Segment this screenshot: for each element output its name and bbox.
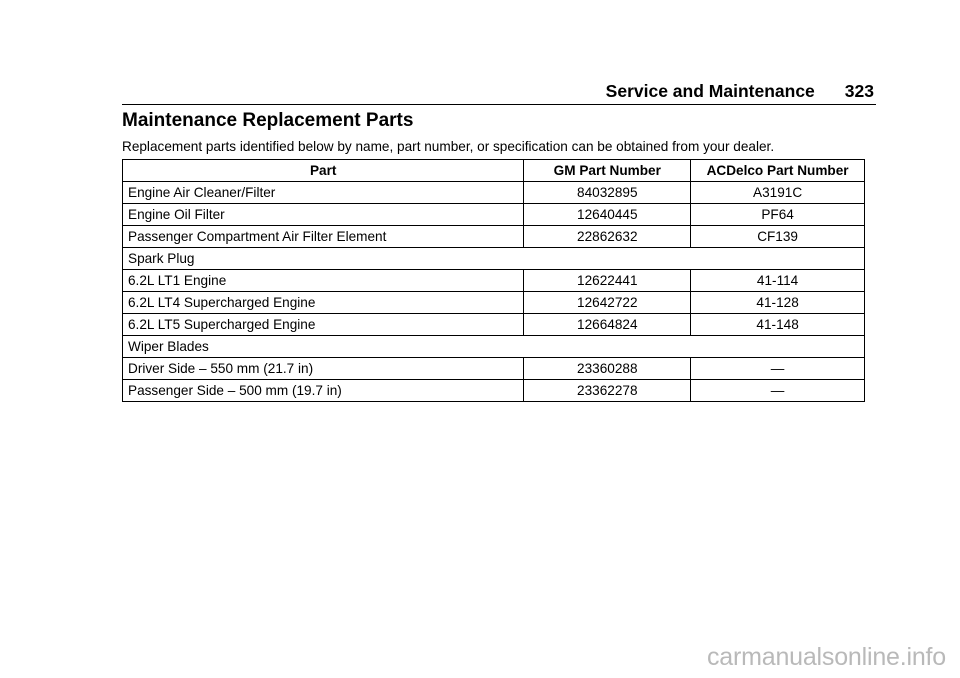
col-header-gm-part-number: GM Part Number (524, 160, 691, 182)
table-row (123, 204, 865, 226)
part-name: Passenger Side – 500 mm (19.7 in) (123, 380, 524, 402)
acdelco-part-number: — (691, 380, 865, 402)
part-name: Engine Oil Filter (123, 204, 524, 226)
acdelco-part-number: — (691, 358, 865, 380)
table-row (123, 292, 865, 314)
header-rule (122, 104, 876, 105)
gm-part-number: 12622441 (524, 270, 691, 292)
table-group-row (123, 248, 865, 270)
table-header-row (123, 160, 865, 182)
gm-part-number: 23362278 (524, 380, 691, 402)
acdelco-part-number: 41-114 (691, 270, 865, 292)
running-header (606, 81, 874, 102)
gm-part-number: 23360288 (524, 358, 691, 380)
table-row (123, 226, 865, 248)
acdelco-part-number: 41-128 (691, 292, 865, 314)
part-name: Driver Side – 550 mm (21.7 in) (123, 358, 524, 380)
part-name: Passenger Compartment Air Filter Element (123, 226, 524, 248)
table-row (123, 358, 865, 380)
col-header-acdelco-part-number: ACDelco Part Number (691, 160, 865, 182)
part-name: Engine Air Cleaner/Filter (123, 182, 524, 204)
group-label: Wiper Blades (123, 336, 865, 358)
acdelco-part-number: 41-148 (691, 314, 865, 336)
part-name: 6.2L LT5 Supercharged Engine (123, 314, 524, 336)
table-row (123, 380, 865, 402)
table-row (123, 270, 865, 292)
page-number: 323 (844, 81, 874, 101)
col-header-part: Part (123, 160, 524, 182)
part-name: 6.2L LT1 Engine (123, 270, 524, 292)
part-name: 6.2L LT4 Supercharged Engine (123, 292, 524, 314)
section-name: Service and Maintenance (605, 81, 815, 101)
table-row (123, 314, 865, 336)
acdelco-part-number: PF64 (691, 204, 865, 226)
group-label: Spark Plug (123, 248, 865, 270)
table-group-row (123, 336, 865, 358)
acdelco-part-number: CF139 (691, 226, 865, 248)
gm-part-number: 22862632 (524, 226, 691, 248)
intro-text: Replacement parts identified below by name, part number, or specification can be obtained from your dealer. (122, 139, 775, 154)
gm-part-number: 12664824 (524, 314, 691, 336)
gm-part-number: 12640445 (524, 204, 691, 226)
gm-part-number: 12642722 (524, 292, 691, 314)
page-title: Maintenance Replacement Parts (122, 110, 414, 131)
watermark: carmanualsonline.info (706, 643, 946, 671)
parts-table (122, 159, 865, 402)
acdelco-part-number: A3191C (691, 182, 865, 204)
gm-part-number: 84032895 (524, 182, 691, 204)
table-row (123, 182, 865, 204)
